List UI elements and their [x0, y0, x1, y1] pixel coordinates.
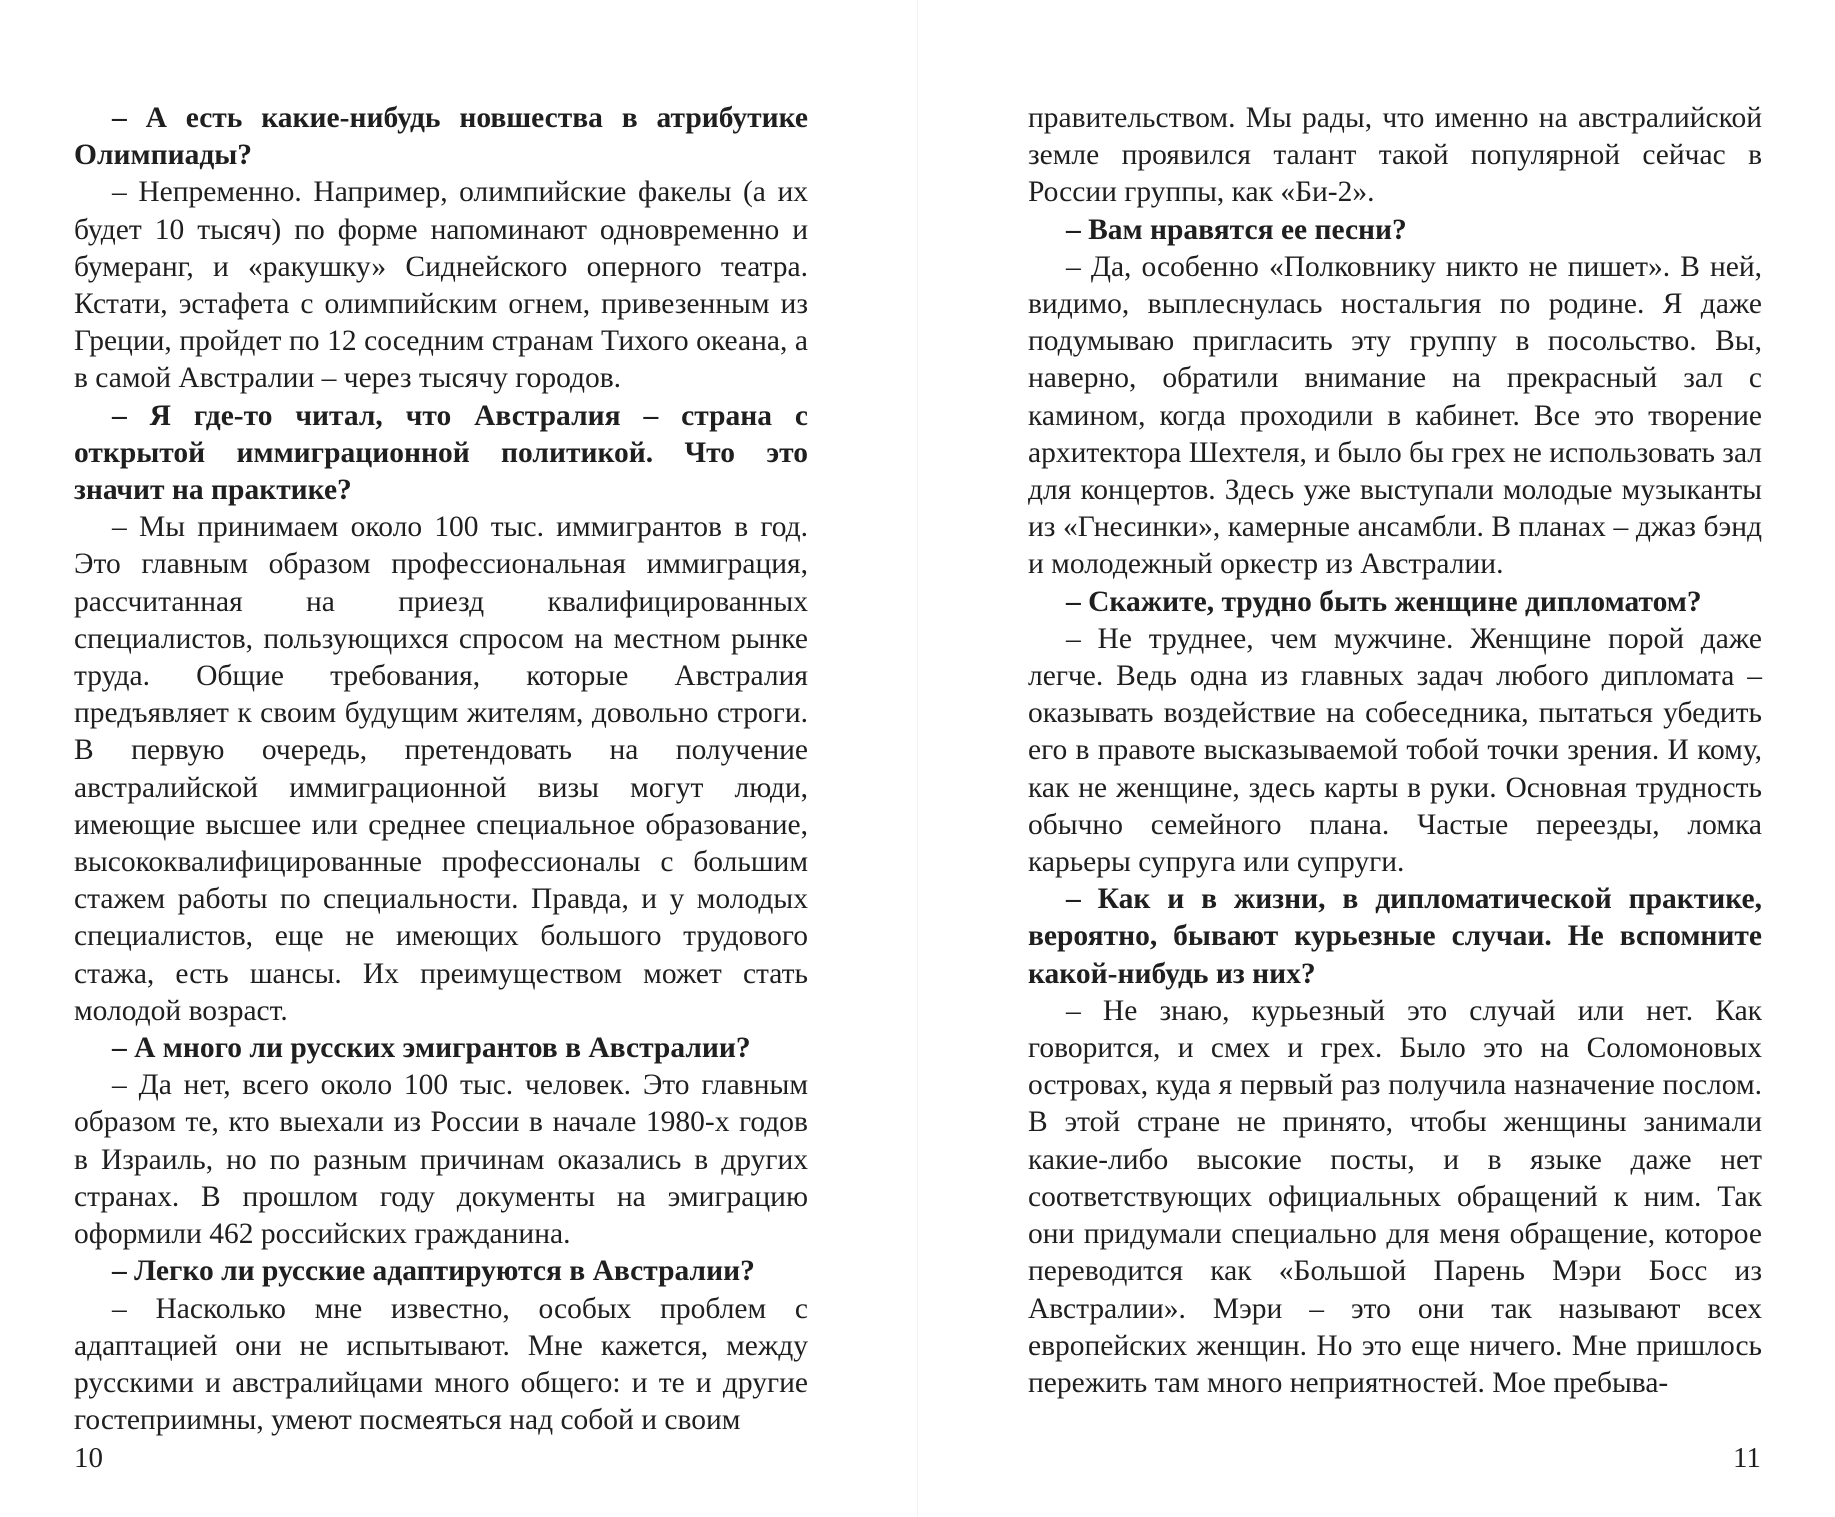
interview-question: – Как и в жизни, в дипломатической практике, вероятно, бывают курьезные случаи. Не вспомните какой-нибудь из них? [1028, 883, 1762, 990]
interview-answer: – Да, особенно «Полковнику никто не пишет». В ней, видимо, выплеснулась ностальгия по родине. Я даже подумываю пригласить эту группу в посольство. Вы, наверно, обратили внимание на прекрасный зал с камином, когда проходили в кабинет. Все это творение архитектора Шехтеля, и было бы грех не использовать зал для концертов. Здесь уже выступали молодые музыканты из «Гнесинки», камерные ансамбли. В планах – джаз бэнд и молодежный оркестр из Австралии. [1028, 250, 1763, 581]
interview-answer: – Не знаю, курьезный это случай или нет. Как говорится, и смех и грех. Было это на Соломоновых островах, куда я первый раз получила назначение послом. В этой стране не принято, чтобы женщины занимали какие-либо высокие посты, и в языке даже нет соответствующих официальных обращений к ним. Так они придумали специально для меня обращение, которое переводится как «Большой Парень Мэри Босс из Австралии». Мэри – это они так называют всех европейских женщин. Но это еще ничего. Мне пришлось пережить там много неприятностей. Мое пребыва- [1028, 994, 1762, 1399]
right-page-text-column [1028, 100, 1762, 1402]
interview-answer: – Насколько мне известно, особых проблем с адаптацией они не испытывают. Мне кажется, между русскими и австралийцами много общего: и те и другие гостеприимны, умеют посмеяться над собой и своим [74, 1292, 808, 1437]
interview-question: – А много ли русских эмигрантов в Австралии? [112, 1032, 751, 1065]
interview-answer: – Не труднее, чем мужчине. Женщине порой даже легче. Ведь одна из главных задач любого дипломата – оказывать воздействие на собеседника, пытаться убедить его в правоте высказываемой тобой точки зрения. И кому, как не женщине, здесь карты в руки. Основная трудность обычно семейного плана. Частые переезды, ломка карьеры супруга или супруги. [1028, 622, 1762, 879]
interview-question: – Легко ли русские адаптируются в Австралии? [112, 1255, 755, 1288]
interview-question: – Скажите, трудно быть женщине дипломатом? [1066, 585, 1702, 618]
interview-answer: – Непременно. Например, олимпийские факелы (а их будет 10 тысяч) по форме напоминают одновременно и бумеранг, и «ракушку» Сиднейского оперного театра. Кстати, эстафета с олимпийским огнем, привезенным из Греции, пройдет по 12 соседним странам Тихого океана, а в самой Австралии – через тысячу городов. [74, 176, 808, 395]
page-number-left: 10 [74, 1442, 103, 1474]
continued-paragraph: правительством. Мы рады, что именно на австралийской земле проявился талант такой популярной сейчас в России группы, как «Би-2». [1028, 102, 1762, 209]
interview-question: – Я где-то читал, что Австралия – страна с открытой иммиграционной политикой. Что это значит на практике? [74, 399, 808, 507]
interview-question: – Вам нравятся ее песни? [1066, 213, 1407, 246]
interview-question: – А есть какие-нибудь новшества в атрибутике Олимпиады? [74, 102, 808, 172]
page-number-right: 11 [1733, 1442, 1761, 1474]
left-page-text-column [74, 100, 808, 1439]
right-page [918, 0, 1835, 1517]
interview-answer: – Да нет, всего около 100 тыс. человек. Это главным образом те, кто выехали из России в начале 1980-х годов в Израиль, но по разным причинам оказались в других странах. В прошлом году документы на эмиграцию оформили 462 российских гражданина. [74, 1069, 808, 1251]
interview-answer: – Мы принимаем около 100 тыс. иммигрантов в год. Это главным образом профессиональная иммиграция, рассчитанная на приезд квалифицированных специалистов, пользующихся спросом на местном рынке труда. Общие требования, которые Австралия предъявляет к своим будущим жителям, довольно строги. В первую очередь, претендовать на получение австралийской иммиграционной визы могут люди, имеющие высшее или среднее специальное образование, высококвалифицированные профессионалы с большим стажем работы по специальности. Правда, и у молодых специалистов, еще не имеющих большого трудового стажа, есть шансы. Их преимуществом может стать молодой возраст. [74, 511, 808, 1027]
left-page [0, 0, 917, 1517]
